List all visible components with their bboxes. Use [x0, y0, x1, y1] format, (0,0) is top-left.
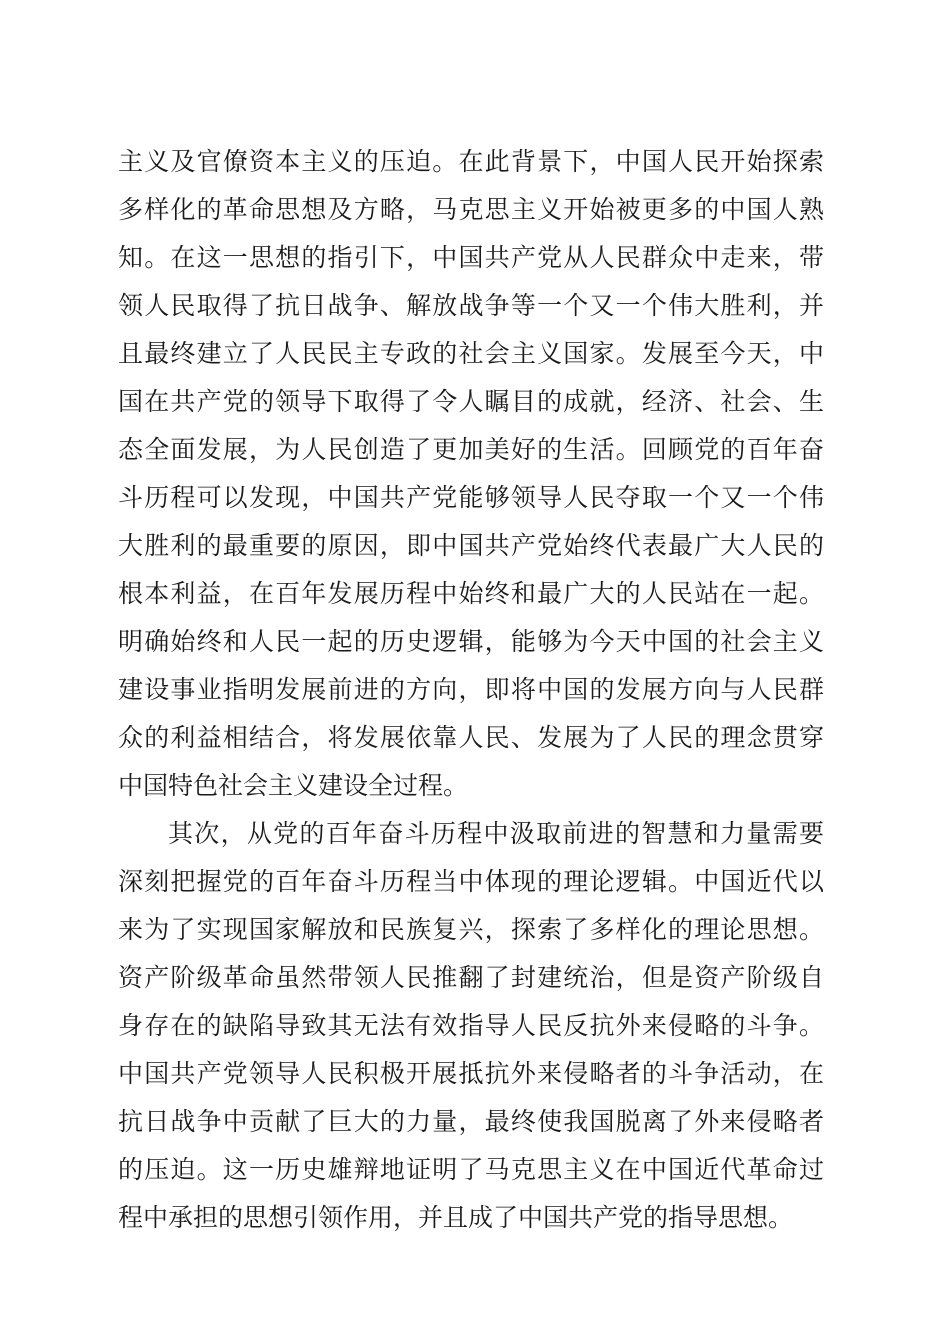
text-line: 斗历程可以发现，中国共产党能够领导人民夺取一个又一个伟: [118, 483, 824, 512]
text-line: 身存在的缺陷导致其无法有效指导人民反抗外来侵略的斗争。: [118, 1011, 824, 1040]
text-line: 程中承担的思想引领作用，并且成了中国共产党的指导思想。: [118, 1203, 794, 1232]
text-line: 且最终建立了人民民主专政的社会主义国家。发展至今天，中: [118, 339, 824, 368]
text-line: 其次，从党的百年奋斗历程中汲取前进的智慧和力量需要: [168, 819, 824, 848]
text-line: 多样化的革命思想及方略，马克思主义开始被更多的中国人熟: [118, 195, 824, 224]
text-line: 大胜利的最重要的原因，即中国共产党始终代表最广大人民的: [118, 531, 824, 560]
text-line: 中国共产党领导人民积极开展抵抗外来侵略者的斗争活动，在: [118, 1059, 824, 1088]
text-line: 中国特色社会主义建设全过程。: [118, 771, 469, 800]
text-line: 国在共产党的领导下取得了令人瞩目的成就，经济、社会、生: [118, 387, 824, 416]
text-line: 根本利益，在百年发展历程中始终和最广大的人民站在一起。: [118, 579, 824, 608]
text-line: 领人民取得了抗日战争、解放战争等一个又一个伟大胜利，并: [118, 291, 824, 320]
text-line: 知。在这一思想的指引下，中国共产党从人民群众中走来，带: [118, 243, 824, 272]
text-line: 众的利益相结合，将发展依靠人民、发展为了人民的理念贯穿: [118, 723, 824, 752]
text-line: 深刻把握党的百年奋斗历程当中体现的理论逻辑。中国近代以: [118, 867, 824, 896]
text-line: 主义及官僚资本主义的压迫。在此背景下，中国人民开始探索: [118, 147, 824, 176]
text-line: 抗日战争中贡献了巨大的力量，最终使我国脱离了外来侵略者: [118, 1107, 824, 1136]
text-line: 资产阶级革命虽然带领人民推翻了封建统治，但是资产阶级自: [118, 963, 824, 992]
text-line: 建设事业指明发展前进的方向，即将中国的发展方向与人民群: [118, 675, 824, 704]
text-line: 的压迫。这一历史雄辩地证明了马克思主义在中国近代革命过: [118, 1155, 824, 1184]
text-line: 来为了实现国家解放和民族复兴，探索了多样化的理论思想。: [118, 915, 824, 944]
text-line: 明确始终和人民一起的历史逻辑，能够为今天中国的社会主义: [118, 627, 824, 656]
text-line: 态全面发展，为人民创造了更加美好的生活。回顾党的百年奋: [118, 435, 824, 464]
